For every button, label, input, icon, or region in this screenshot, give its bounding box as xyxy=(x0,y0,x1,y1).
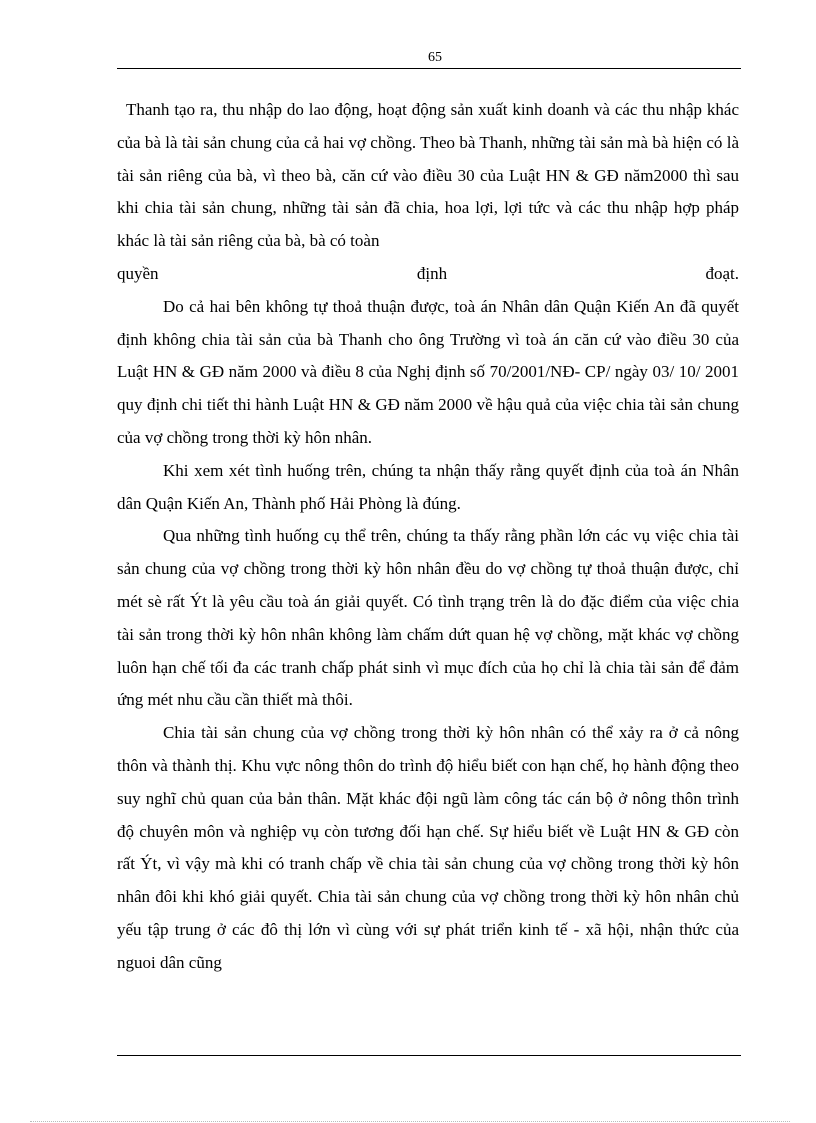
paragraph-1-last-line xyxy=(117,258,739,291)
paragraph-5: Chia tài sản chung của vợ chồng trong thời kỳ hôn nhân có thể xảy ra ở cả nông thôn và thành thị. Khu vực nông thôn do trình độ hiểu biết con hạn chế, họ hành động theo suy nghĩ chủ quan của bản thân. Mặt khác đội ngũ làm công tác cán bộ ở nông thôn trình độ chuyên môn và nghiệp vụ còn tương đối hạn chế. Sự hiểu biết về Luật HN & GĐ còn rất Ýt, vì vậy mà khi có tranh chấp về chia tài sản chung của vợ chồng trong thời kỳ hôn nhân đôi khi khó giải quyết. Chia tài sản chung của vợ chồng trong thời kỳ hôn nhân chủ yếu tập trung ở các đô thị lớn vì cùng với sự phát triển kinh tế - xã hội, nhận thức của nguoi dân cũng xyxy=(117,723,739,972)
page-edge-dots xyxy=(30,1121,790,1122)
footer-rule xyxy=(117,1055,741,1056)
paragraph-3: Khi xem xét tình huống trên, chúng ta nhận thấy rằng quyết định của toà án Nhân dân Quận Kiến An, Thành phố Hải Phòng là đúng. xyxy=(117,460,739,513)
header-rule xyxy=(117,68,741,69)
paragraph-2: Do cả hai bên không tự thoả thuận được, toà án Nhân dân Quận Kiến An đã quyết định không chia tài sản của bà Thanh cho ông Trường vì toà án căn cứ vào điều 30 của Luật HN & GĐ năm 2000 và điều 8 của Nghị định số 70/2001/NĐ- CP/ ngày 03/ 10/ 2001 quy định chi tiết thi hành Luật HN & GĐ năm 2000 về hậu quả của việc chia tài sản chung của vợ chồng trong thời kỳ hôn nhân. xyxy=(117,296,739,447)
word-doat: đoạt. xyxy=(705,263,739,283)
word-quyen: quyền xyxy=(117,263,159,283)
document-body xyxy=(117,94,739,980)
page-number: 65 xyxy=(428,50,442,65)
paragraph-1: Thanh tạo ra, thu nhập do lao động, hoạt động sản xuất kinh doanh và các thu nhập khác của bà là tài sản chung của cả hai vợ chồng. Theo bà Thanh, những tài sản mà bà hiện có là tài sản riêng của bà, vì theo bà, căn cứ vào điều 30 của Luật HN & GĐ năm2000 thì sau khi chia tài sản chung, những tài sản đã chia, hoa lợi, lợi tức và các thu nhập hợp pháp khác là tài sản riêng của bà, bà có toàn xyxy=(117,100,739,251)
word-dinh: định xyxy=(416,263,448,283)
paragraph-4: Qua những tình huống cụ thể trên, chúng ta thấy rằng phần lớn các vụ việc chia tài sản chung của vợ chồng trong thời kỳ hôn nhân đều do vợ chồng tự thoả thuận được, chỉ mét sè rất Ýt là yêu cầu toà án giải quyết. Có tình trạng trên là do đặc điểm của việc chia tài sản trong thời kỳ hôn nhân không làm chấm dứt quan hệ vợ chồng, mặt khác vợ chồng luôn hạn chế tối đa các tranh chấp phát sinh vì mục đích của họ chỉ là chia tài sản để đảm ứng mét nhu cầu cần thiết mà thôi. xyxy=(117,526,739,710)
